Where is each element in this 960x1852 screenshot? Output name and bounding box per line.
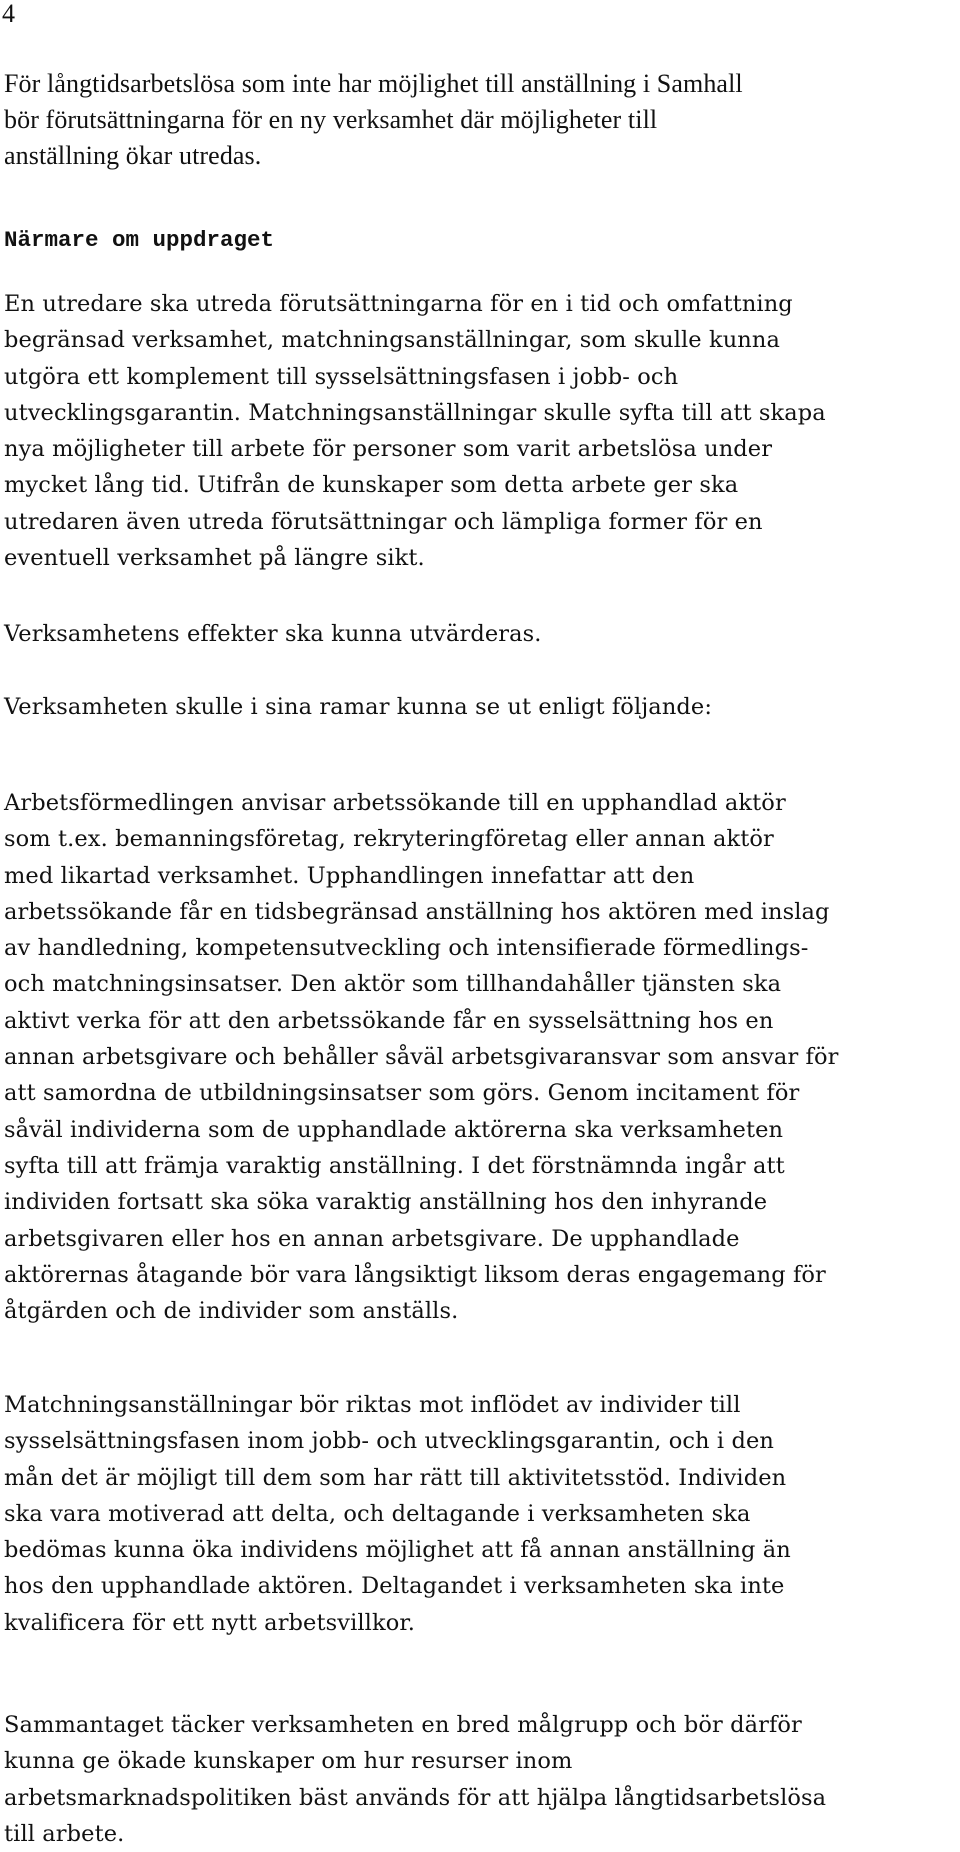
text-line: En utredare ska utreda förutsättningarna för en i tid och omfattning: [4, 291, 793, 317]
text-line: nya möjligheter till arbete för personer som varit arbetslösa under: [4, 436, 773, 463]
text-line: av handledning, kompetensutveckling och intensifierade förmedlings-: [4, 935, 809, 962]
text-line: arbetsmarknadspolitiken bäst används för att hjälpa långtidsarbetslösa: [4, 1784, 827, 1811]
text-line: Matchningsanställningar bör riktas mot inflödet av individer till: [4, 1392, 741, 1418]
text-line: åtgärden och de individer som anställs.: [4, 1298, 459, 1325]
text-line: anställning ökar utredas.: [4, 141, 262, 170]
text-line: individen fortsatt ska söka varaktig anställning hos den inhyrande: [4, 1189, 768, 1216]
paragraph-evaluation: [4, 616, 954, 652]
text-line: mycket lång tid. Utifrån de kunskaper som detta arbete ger ska: [4, 472, 739, 499]
text-line: med likartad verksamhet. Upphandlingen innefattar att den: [4, 862, 695, 889]
text-line: annan arbetsgivare och behåller såväl arbetsgivaransvar som ansvar för: [4, 1044, 839, 1071]
paragraph-procurement: [4, 785, 954, 1329]
text-line: ska vara motiverad att delta, och deltagande i verksamheten ska: [4, 1500, 751, 1527]
text-line: till arbete.: [4, 1820, 125, 1847]
text-line: bedömas kunna öka individens möjlighet att få annan anställning än: [4, 1537, 791, 1564]
intro-paragraph: [4, 66, 954, 174]
text-line: För långtidsarbetslösa som inte har möjlighet till anställning i Samhall: [4, 69, 743, 98]
text-line: eventuell verksamhet på längre sikt.: [4, 545, 425, 572]
text-line: aktivt verka för att den arbetssökande får en sysselsättning hos en: [4, 1007, 774, 1034]
text-line: Verksamhetens effekter ska kunna utvärderas.: [4, 621, 542, 647]
paragraph-assignment: [4, 286, 954, 576]
text-line: utgöra ett komplement till sysselsättningsfasen i jobb- och: [4, 363, 679, 390]
text-line: arbetssökande får en tidsbegränsad anställning hos aktören med inslag: [4, 898, 830, 925]
text-line: begränsad verksamhet, matchningsanställningar, som skulle kunna: [4, 327, 780, 354]
paragraph-framework: [4, 689, 954, 725]
text-line: hos den upphandlade aktören. Deltagandet i verksamheten ska inte: [4, 1573, 785, 1600]
text-line: Arbetsförmedlingen anvisar arbetssökande till en upphandlad aktör: [4, 790, 786, 816]
text-line: bör förutsättningarna för en ny verksamhet där möjligheter till: [4, 105, 658, 134]
text-line: sysselsättningsfasen inom jobb- och utvecklingsgarantin, och i den: [4, 1428, 774, 1455]
text-line: kunna ge ökade kunskaper om hur resurser inom: [4, 1748, 573, 1775]
text-line: Verksamheten skulle i sina ramar kunna se ut enligt följande:: [4, 694, 713, 720]
paragraph-summary: [4, 1707, 954, 1852]
text-line: som t.ex. bemanningsföretag, rekryteringföretag eller annan aktör: [4, 826, 774, 853]
text-line: kvalificera för ett nytt arbetsvillkor.: [4, 1609, 415, 1636]
text-line: Sammantaget täcker verksamheten en bred målgrupp och bör därför: [4, 1712, 802, 1738]
text-line: mån det är möjligt till dem som har rätt till aktivitetsstöd. Individen: [4, 1464, 787, 1491]
text-line: och matchningsinsatser. Den aktör som tillhandahåller tjänsten ska: [4, 971, 782, 998]
text-line: utredaren även utreda förutsättningar och lämpliga former för en: [4, 508, 763, 535]
section-heading: Närmare om uppdraget: [4, 227, 275, 253]
text-line: arbetsgivaren eller hos en annan arbetsgivare. De upphandlade: [4, 1225, 740, 1252]
page-number: 4: [2, 0, 15, 28]
paragraph-target-group: [4, 1387, 954, 1641]
text-line: syfta till att främja varaktig anställning. I det förstnämnda ingår att: [4, 1152, 785, 1179]
text-line: att samordna de utbildningsinsatser som görs. Genom incitament för: [4, 1080, 800, 1107]
text-line: utvecklingsgarantin. Matchningsanställningar skulle syfta till att skapa: [4, 399, 826, 426]
text-line: aktörernas åtagande bör vara långsiktigt liksom deras engagemang för: [4, 1261, 826, 1288]
text-line: såväl individerna som de upphandlade aktörerna ska verksamheten: [4, 1116, 784, 1143]
